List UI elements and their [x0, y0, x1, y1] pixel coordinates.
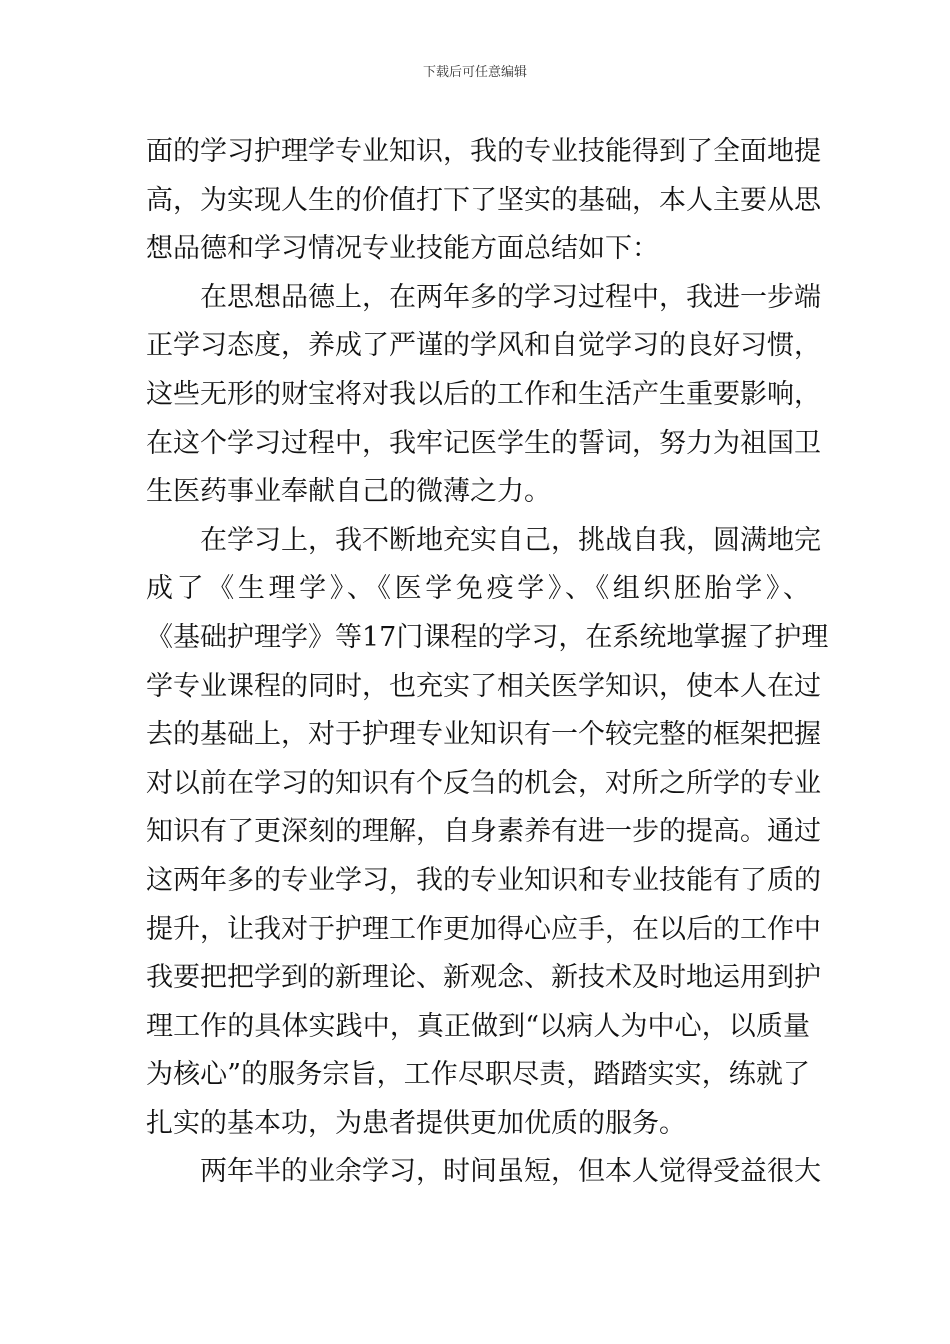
- text-line: 我要把把学到的新理论、新观念、新技术及时地运用到护: [146, 962, 821, 994]
- text-line: 想品德和学习情况专业技能方面总结如下：: [146, 233, 659, 265]
- text-line: 《基础护理学》等17门课程的学习，在系统地掌握了护理: [146, 621, 829, 653]
- text-line: 学专业课程的同时，也充实了相关医学知识，使本人在过: [146, 670, 821, 702]
- text-line: 去的基础上，对于护理专业知识有一个较完整的框架把握: [146, 719, 821, 751]
- paragraph-moral-character: [146, 274, 821, 517]
- text-line: 提升，让我对于护理工作更加得心应手，在以后的工作中: [146, 913, 821, 945]
- text-line: 这两年多的专业学习，我的专业知识和专业技能有了质的: [146, 864, 821, 896]
- paragraph-study: [146, 517, 829, 1149]
- text-line: 知识有了更深刻的理解，自身素养有进一步的提高。通过: [146, 816, 821, 848]
- document-body: [146, 128, 829, 1197]
- paragraph-summary: [146, 1148, 821, 1197]
- paragraph-intro-continued: [146, 128, 821, 274]
- text-line: 高，为实现人生的价值打下了坚实的基础，本人主要从思: [146, 184, 821, 216]
- text-line: 在思想品德上，在两年多的学习过程中，我进一步端: [200, 281, 821, 313]
- text-line: 生医药事业奉献自己的微薄之力。: [146, 476, 551, 508]
- text-line: 成了《生理学》、《医学免疫学》、《组织胚胎学》、: [146, 573, 810, 605]
- text-line: 扎实的基本功，为患者提供更加优质的服务。: [146, 1107, 686, 1139]
- text-line: 正学习态度，养成了严谨的学风和自觉学习的良好习惯，: [146, 330, 821, 362]
- text-line: 对以前在学习的知识有个反刍的机会，对所之所学的专业: [146, 767, 821, 799]
- text-line: 两年半的业余学习，时间虽短，但本人觉得受益很大: [200, 1156, 821, 1188]
- text-line: 这些无形的财宝将对我以后的工作和生活产生重要影响，: [146, 378, 821, 410]
- text-line: 面的学习护理学专业知识，我的专业技能得到了全面地提: [146, 136, 821, 167]
- text-line: 理工作的具体实践中，真正做到“以病人为中心，以质量: [146, 1010, 810, 1042]
- text-line: 在学习上，我不断地充实自己，挑战自我，圆满地完: [200, 524, 821, 556]
- text-line: 在这个学习过程中，我牢记医学生的誓词，努力为祖国卫: [146, 427, 821, 459]
- text-line: 为核心”的服务宗旨，工作尽职尽责，踏踏实实，练就了: [146, 1059, 810, 1091]
- page-header: 下载后可任意编辑: [422, 65, 527, 80]
